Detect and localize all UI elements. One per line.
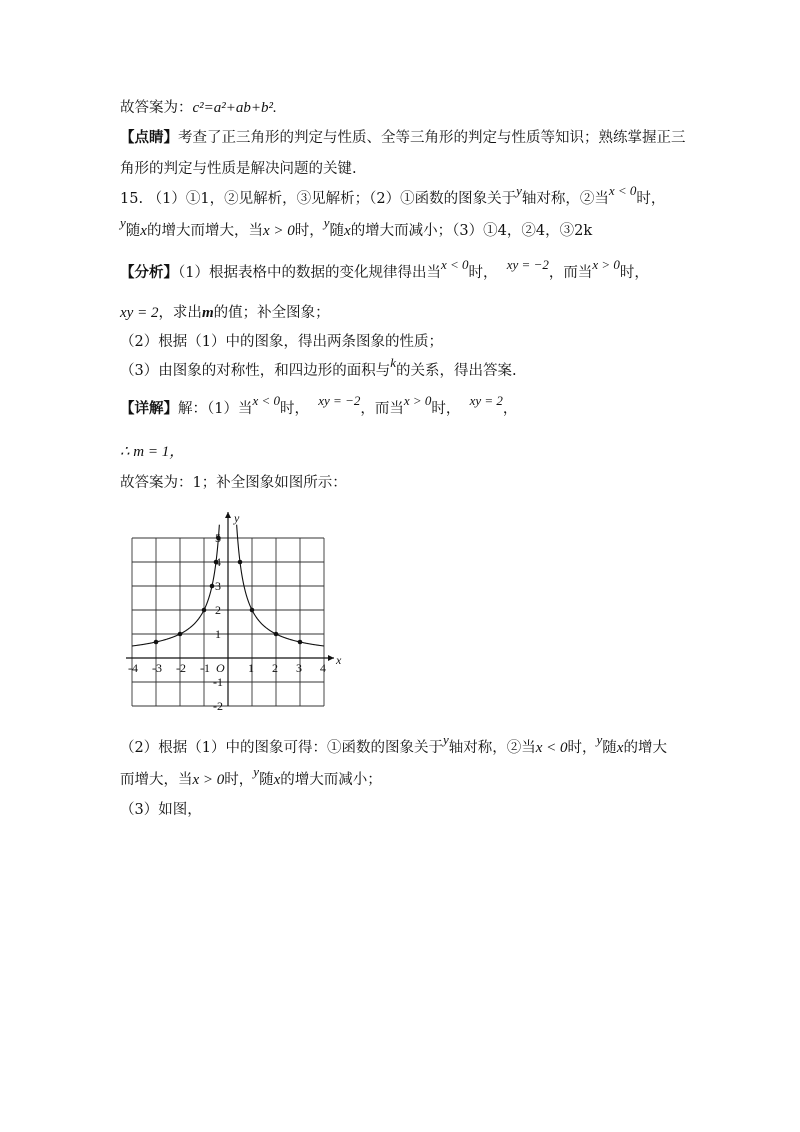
line-part2-cont xyxy=(120,764,700,791)
y-tick-label: 2 xyxy=(215,603,221,617)
graph-axes xyxy=(126,512,334,706)
fenxi-tag: 【分析】 xyxy=(120,264,178,281)
line-answer-1 xyxy=(120,472,700,494)
line-dianjing xyxy=(120,127,700,149)
math-y: y xyxy=(516,183,522,198)
dianjing-text: 考查了正三角形的判定与性质、全等三角形的判定与性质等知识；熟练掌握正三 xyxy=(178,130,686,146)
x-axis-label: x xyxy=(336,653,342,667)
math-x: x xyxy=(140,223,147,239)
data-point xyxy=(202,608,207,613)
math-cond: xy = 2 xyxy=(469,393,503,408)
fenxi-part3: （3）由图象的对称性，和四边形的面积与 xyxy=(120,363,391,379)
part3-text: （3）如图， xyxy=(120,802,202,818)
part2-text-b: 轴对称，②当 xyxy=(448,740,536,756)
line-part3 xyxy=(120,799,700,821)
answer-prefix: 故答案为： xyxy=(120,100,193,116)
fenxi-text: （1）根据表格中的数据的变化规律得出当 xyxy=(178,265,441,281)
line-m-value xyxy=(120,441,700,463)
xiangjie-text-d: 时， xyxy=(431,401,461,417)
x-tick-label: -1 xyxy=(200,661,210,675)
fenxi-text-d: 时， xyxy=(619,265,649,281)
q15-text-f: 的增大而减小；（3）①4，②4，③2k xyxy=(350,223,593,239)
q15-text-e: 时， xyxy=(294,223,324,239)
data-point xyxy=(154,640,159,645)
math-cond: xy = −2 xyxy=(318,393,361,408)
math-cond: x < 0 xyxy=(535,740,568,756)
part2-text-c: 时， xyxy=(567,740,597,756)
math-y: y xyxy=(323,215,330,230)
x-tick-label: -2 xyxy=(176,661,186,675)
math-x: x xyxy=(616,740,624,756)
math-cond: x < 0 xyxy=(252,393,281,408)
y-tick-label: 5 xyxy=(215,531,221,545)
math-cond: x < 0 xyxy=(608,183,637,198)
math-y: y xyxy=(253,764,260,779)
q15-text-c: 时， xyxy=(636,191,666,207)
math-cond: x > 0 xyxy=(262,223,295,239)
fenxi-text-c: ，而当 xyxy=(548,265,593,281)
x-tick-label: -3 xyxy=(152,661,162,675)
y-axis-arrow xyxy=(225,512,231,518)
part2-text-d: 的增大 xyxy=(623,740,667,756)
answer-1-text: 故答案为：1；补全图象如图所示： xyxy=(120,475,347,491)
x-tick-label: 4 xyxy=(320,661,326,675)
line-fenxi-2 xyxy=(120,331,700,353)
part2-text: （2）根据（1）中的图象可得：①函数的图象关于 xyxy=(120,740,443,756)
part2-text-e: 而增大，当 xyxy=(120,772,193,788)
fenxi-text-e: ，求出 xyxy=(158,305,202,321)
part2-text-f: 时， xyxy=(224,772,254,788)
y-tick-label: -1 xyxy=(213,675,223,689)
math-cond: x > 0 xyxy=(192,772,225,788)
data-point xyxy=(274,632,279,637)
text-sui: 随 xyxy=(125,223,141,239)
origin-label: O xyxy=(216,661,225,675)
q15-text-d: 的增大而增大，当 xyxy=(146,223,263,239)
math-y: y xyxy=(442,732,449,747)
math-cond: x > 0 xyxy=(403,393,432,408)
x-tick-label: 2 xyxy=(272,661,278,675)
line-q15-cont xyxy=(120,215,700,242)
y-axis-label: y xyxy=(234,511,240,525)
fenxi-text-f: 的值；补全图象； xyxy=(213,305,330,321)
math-cond: x > 0 xyxy=(592,257,620,272)
math-k: k xyxy=(390,355,397,370)
line-xiangjie xyxy=(120,393,700,420)
text-sui: 随 xyxy=(602,740,617,756)
xiangjie-text-c: ，而当 xyxy=(360,401,404,417)
answer-formula: c²=a²+ab+b². xyxy=(192,100,277,116)
xiangjie-tag: 【详解】 xyxy=(120,400,178,417)
x-tick-label: 3 xyxy=(296,661,302,675)
line-dianjing-cont xyxy=(120,158,700,180)
math-x: x xyxy=(273,772,281,788)
x-tick-label: -4 xyxy=(128,661,138,675)
graph-tick-labels xyxy=(128,531,326,713)
xiangjie-text-e: ， xyxy=(502,401,518,417)
xiangjie-text-b: 时， xyxy=(280,401,310,417)
text-sui: 随 xyxy=(259,772,274,788)
line-fenxi xyxy=(120,257,700,284)
data-point xyxy=(238,560,243,565)
fenxi-text-b: 时， xyxy=(468,265,498,281)
y-tick-label: 3 xyxy=(215,579,221,593)
xiangjie-text: 解：（1）当 xyxy=(178,401,253,417)
data-point xyxy=(210,584,215,589)
q15-text: 15. （1）①1，②见解析，③见解析；（2）①函数的图象关于 xyxy=(120,191,517,207)
line-fenxi-3 xyxy=(120,355,700,382)
data-point xyxy=(178,632,183,637)
math-y: y xyxy=(120,215,126,230)
function-graph xyxy=(118,508,354,718)
curve-right-branch xyxy=(237,525,324,646)
y-tick-label: 1 xyxy=(215,627,221,641)
x-axis-arrow xyxy=(328,655,334,661)
curve-left-branch xyxy=(132,525,219,646)
x-tick-label: 1 xyxy=(248,661,254,675)
line-part2 xyxy=(120,732,700,759)
math-x: x xyxy=(344,223,351,239)
math-cond: xy = −2 xyxy=(506,257,549,272)
m-value: ∴ m = 1， xyxy=(120,444,185,460)
y-tick-label: -2 xyxy=(213,699,223,713)
text-sui: 随 xyxy=(329,223,345,239)
q15-text-b: 轴对称，②当 xyxy=(521,191,609,207)
line-fenxi-cont xyxy=(120,302,700,324)
dianjing-tag: 【点睛】 xyxy=(120,129,178,146)
data-point xyxy=(250,608,255,613)
fenxi-part2: （2）根据（1）中的图象，得出两条图象的性质； xyxy=(120,334,443,350)
data-point xyxy=(298,640,303,645)
line-q15 xyxy=(120,183,700,210)
y-tick-label: 4 xyxy=(215,555,221,569)
math-cond: xy = 2 xyxy=(120,305,159,321)
part2-text-g: 的增大而减小； xyxy=(280,772,382,788)
dianjing-text-cont: 角形的判定与性质是解决问题的关键. xyxy=(120,161,357,177)
math-y: y xyxy=(596,732,603,747)
math-m: m xyxy=(201,305,214,321)
fenxi-part3-b: 的关系，得出答案. xyxy=(396,363,517,379)
line-answer-formula xyxy=(120,97,700,119)
math-cond: x < 0 xyxy=(440,257,469,272)
